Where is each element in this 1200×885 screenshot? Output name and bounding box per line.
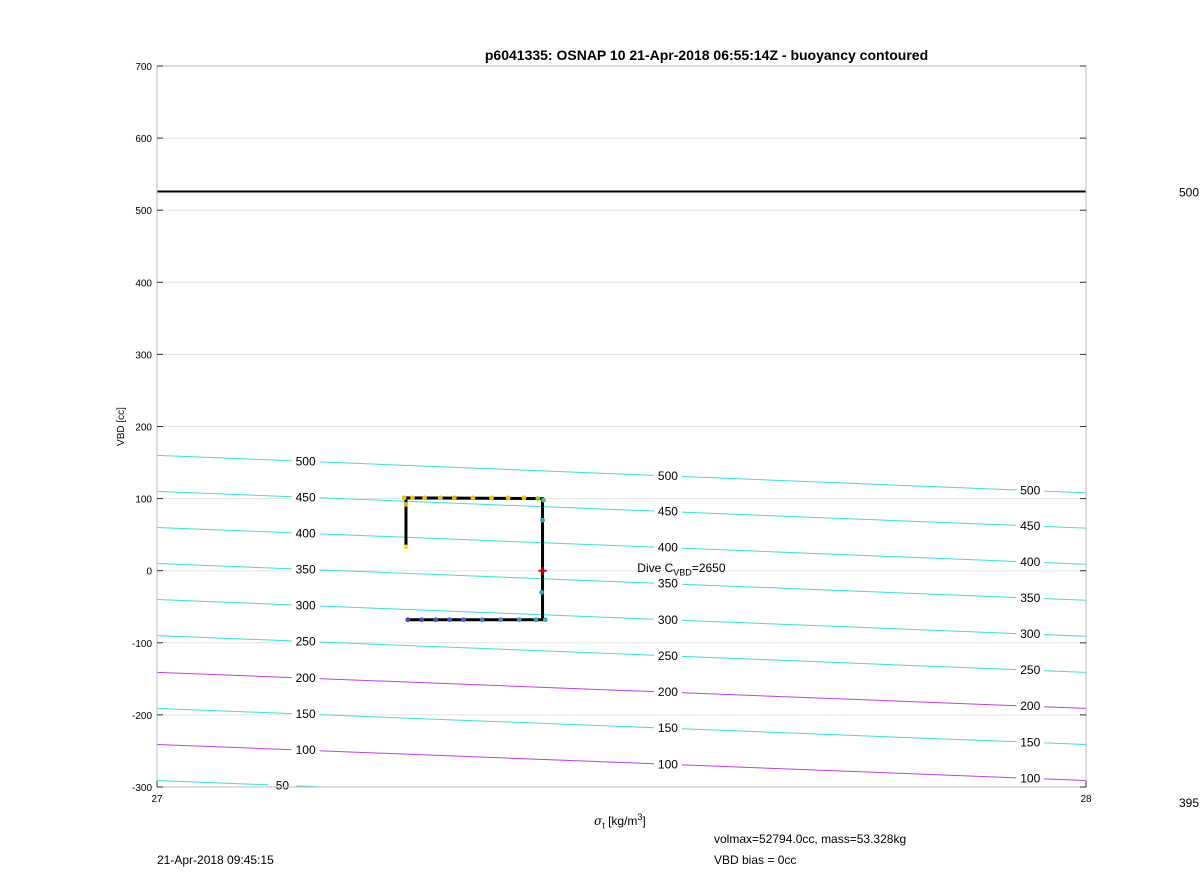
contour-label: 450	[657, 504, 678, 519]
contour-label: 100	[657, 757, 678, 772]
sample-point	[422, 495, 427, 500]
sample-point	[534, 617, 539, 622]
y-tick-label: 600	[135, 134, 152, 146]
sample-point	[452, 495, 457, 500]
sample-point	[402, 495, 407, 500]
contour-label: 350	[657, 576, 678, 591]
contour-label: 150	[1020, 735, 1041, 750]
y-tick-label: -300	[131, 783, 152, 794]
sample-point	[405, 617, 410, 622]
y-tick-label: 300	[135, 350, 152, 362]
xlabel-units: [kg/m	[608, 814, 638, 828]
contour-label: 450	[1020, 518, 1041, 533]
sample-point	[541, 498, 546, 503]
sample-point	[506, 495, 511, 500]
sample-point	[539, 590, 544, 595]
contour-label: 350	[295, 562, 316, 577]
x-tick-label: 28	[1080, 794, 1092, 805]
sample-point	[410, 495, 415, 500]
contour-label: 500	[657, 468, 678, 483]
y-axis-label: VBD [cc]	[116, 407, 127, 446]
contour-label: 100	[295, 743, 316, 758]
sample-point	[535, 496, 540, 501]
contour-label: 400	[295, 526, 316, 541]
y-tick-label: 100	[135, 494, 152, 506]
contour-label: 500	[1020, 483, 1041, 498]
contour-label: 150	[295, 707, 316, 722]
contour-label: 200	[657, 685, 678, 700]
sample-point	[461, 617, 466, 622]
cvbd-marker	[539, 567, 547, 575]
annotation-rest: =2650	[691, 560, 726, 575]
xlabel-sub: t	[602, 820, 605, 831]
contour-label: 400	[657, 540, 678, 555]
sample-point	[433, 617, 438, 622]
footer-bias: VBD bias = 0cc	[714, 853, 797, 867]
contour-label: 250	[295, 634, 316, 649]
contour-label: 250	[1020, 663, 1041, 678]
y-tick-label: 500	[135, 206, 152, 218]
contour-label: 50	[275, 778, 290, 793]
chart-title: p6041335: OSNAP 10 21-Apr-2018 06:55:14Z - buoyancy contoured	[484, 47, 929, 63]
x-tick-label: 27	[151, 794, 163, 805]
y-tick-label: -100	[131, 638, 152, 650]
colorbar-bottom-label: 395	[1178, 796, 1199, 810]
contour-label: 300	[1020, 627, 1041, 642]
xlabel-sup: 3	[637, 812, 643, 822]
sample-point	[540, 518, 545, 523]
y-tick-label: 200	[135, 422, 152, 434]
contour-label: 200	[295, 671, 316, 686]
annotation-sub: VBD	[673, 567, 692, 578]
contour-label: 100	[1020, 771, 1041, 786]
annotation-text: Dive C	[637, 560, 674, 575]
y-tick-label: 400	[135, 278, 152, 290]
sample-point	[522, 495, 527, 500]
sample-point	[489, 495, 494, 500]
contour-label: 300	[295, 598, 316, 613]
contour-label: 400	[1020, 555, 1041, 570]
contour-label: 250	[657, 648, 678, 663]
contour-label: 500	[295, 454, 316, 469]
footer-timestamp: 21-Apr-2018 09:45:15	[157, 853, 274, 867]
sample-point	[470, 495, 475, 500]
footer-volmax: volmax=52794.0cc, mass=53.328kg	[714, 832, 907, 846]
sample-point	[517, 617, 522, 622]
contour-label: 350	[1020, 591, 1041, 606]
sample-point	[480, 617, 485, 622]
y-tick-label: -200	[131, 710, 152, 722]
sample-point	[447, 617, 452, 622]
xlabel	[594, 812, 646, 830]
contour-label: 200	[1020, 699, 1041, 714]
sample-point	[419, 617, 424, 622]
y-tick-label: 0	[146, 566, 152, 578]
sample-point	[498, 617, 503, 622]
y-tick-label: 700	[135, 62, 152, 73]
sample-point	[404, 545, 409, 550]
xlabel-close: ]	[642, 814, 646, 828]
xlabel-symbol: σ	[594, 814, 603, 828]
sample-point	[404, 502, 409, 507]
sample-point	[438, 495, 443, 500]
contour-label: 300	[657, 612, 678, 627]
colorbar-top-label: 500	[1178, 185, 1199, 200]
sample-point	[543, 617, 548, 622]
contour-label: 150	[657, 721, 678, 736]
dive-path	[406, 498, 543, 620]
contour-label: 450	[295, 490, 316, 505]
dive-annotation	[637, 561, 725, 577]
